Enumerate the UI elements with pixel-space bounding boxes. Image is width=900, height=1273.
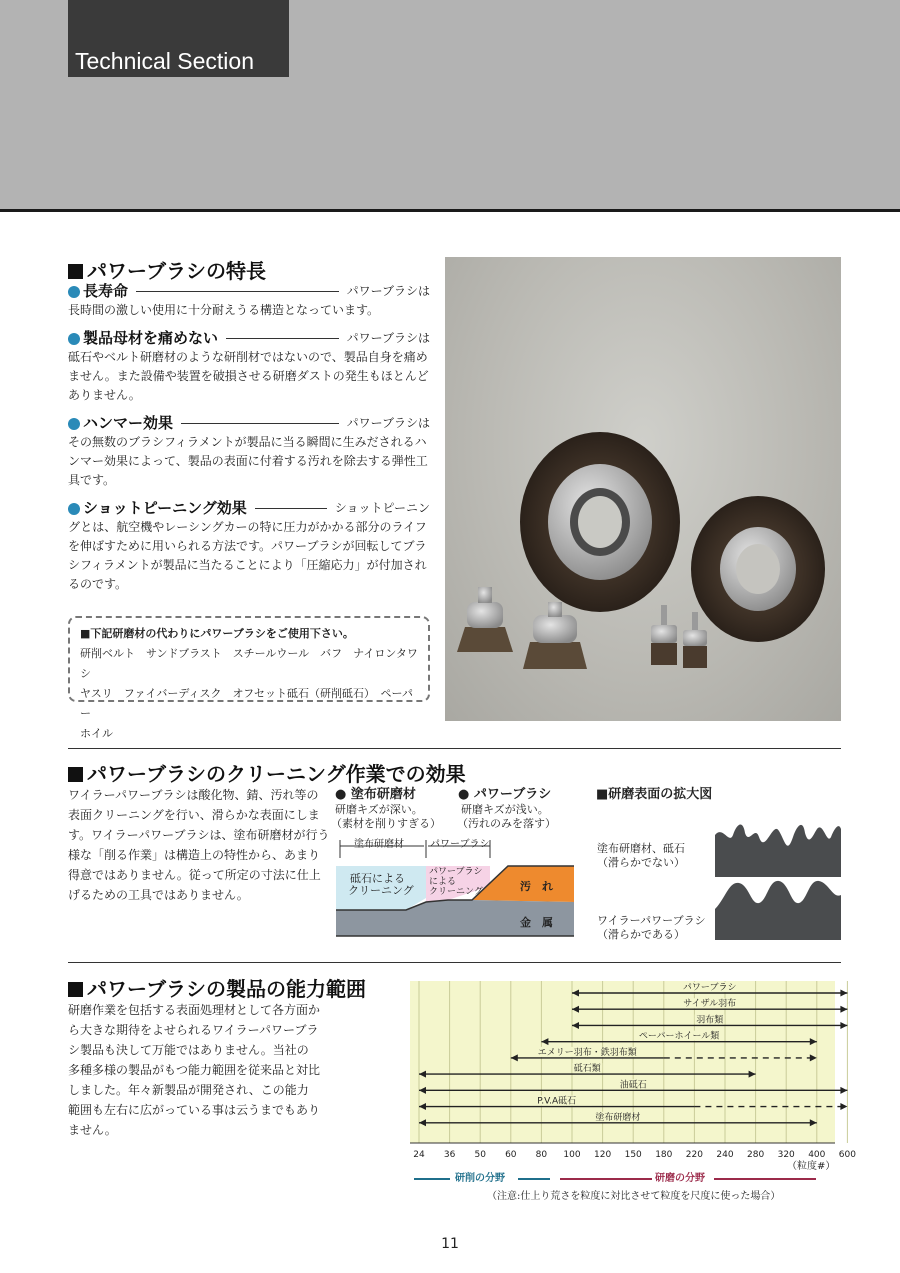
series-label: 羽布類 bbox=[696, 1015, 724, 1026]
coated-title: ● 塗布研磨材 bbox=[335, 787, 416, 802]
x-tick-label: 320 bbox=[777, 1150, 795, 1160]
x-tick-label: 36 bbox=[443, 1150, 456, 1160]
brush-title: ● パワーブラシ bbox=[458, 787, 552, 802]
bullet-icon bbox=[68, 418, 80, 430]
header-band bbox=[0, 0, 900, 212]
feature-title: 長寿命 bbox=[83, 282, 129, 300]
x-tick-label: 220 bbox=[685, 1150, 703, 1160]
feature-title: 製品母材を痛めない bbox=[83, 329, 219, 347]
series-label: 砥石類 bbox=[573, 1064, 601, 1075]
x-tick-label: 60 bbox=[505, 1150, 517, 1160]
area-label: による bbox=[429, 877, 457, 887]
arrow-head bbox=[840, 1022, 847, 1029]
capability-heading bbox=[68, 973, 366, 1002]
series-label: P.V.A砥石 bbox=[537, 1096, 577, 1107]
box-line: ヤスリ ファイバーディスク オフセット砥石（研削砥石） ペーパー bbox=[80, 687, 413, 720]
box-line: 研削ベルト サンドブラスト スチールウール バフ ナイロンタワシ bbox=[80, 647, 418, 680]
capability-body: 研磨作業を包括する表面処理材として各方面から大きな期待をよせられるワイラーパワーブラシ製品も決して万能ではありません。当社の多種多様の製品がもつ能力範囲を従来品と対比しました。年々新製品が開発され、この能力範囲も左右に広がっている事は云うまでもありません。 bbox=[68, 1003, 321, 1137]
x-tick-label: 24 bbox=[413, 1150, 425, 1160]
feature-title: ハンマー効果 bbox=[83, 414, 174, 432]
end-brush bbox=[692, 612, 698, 632]
x-tick-label: 400 bbox=[808, 1150, 826, 1160]
box-title: ■下記研磨材の代わりにパワーブラシをご使用下さい。 bbox=[80, 627, 354, 640]
capability-heading-text: パワーブラシの製品の能力範囲 bbox=[87, 977, 366, 1001]
brushes-illustration bbox=[445, 257, 841, 721]
section-divider bbox=[68, 962, 841, 963]
arrow-head bbox=[840, 990, 847, 997]
brush-note: （汚れのみを落す） bbox=[457, 817, 556, 830]
series-label: サイザル羽布 bbox=[683, 999, 737, 1010]
area-label: クリーニング bbox=[429, 887, 483, 897]
mag-label: 塗布研磨材、砥石 bbox=[597, 842, 685, 855]
cleaning-body: ワイラーパワーブラシは酸化物、錆、汚れ等の表面クリーニングを行い、滑らかな表面にします。ワイラーパワーブラシは、塗布研磨材が行う様な「削る作業」は構造上の特性から、あまり得意ではありません。従って所定の寸法に仕上げるための工具ではありません。 bbox=[68, 788, 330, 902]
capability-range-chart bbox=[400, 975, 856, 1175]
feature-body: 砥石やベルト研磨材のような研削材ではないので、製品自身を痛めません。また設備や装置を破損させる研磨ダストの発生もほとんどありません。 bbox=[68, 350, 429, 402]
x-tick-label: 120 bbox=[594, 1150, 612, 1160]
feature-item bbox=[68, 282, 430, 320]
feature-item bbox=[68, 499, 430, 594]
divider bbox=[181, 423, 339, 424]
feature-title: ショットピーニング効果 bbox=[83, 499, 247, 517]
section-divider bbox=[68, 748, 841, 749]
series-label: 油砥石 bbox=[619, 1080, 647, 1091]
axis-unit: （粒度#） bbox=[787, 1161, 836, 1172]
arrow-head bbox=[840, 1103, 847, 1110]
cup-brush bbox=[523, 642, 587, 669]
magnified-surfaces bbox=[715, 815, 841, 940]
feature-lead: パワーブラシは bbox=[346, 284, 430, 298]
feature-lead: パワーブラシは bbox=[346, 416, 430, 430]
page-number: 11 bbox=[441, 1236, 459, 1252]
end-brush bbox=[661, 605, 667, 627]
x-tick-label: 240 bbox=[716, 1150, 734, 1160]
legend-polishing: 研磨の分野 bbox=[655, 1173, 705, 1184]
series-label: ペーパーホイール類 bbox=[638, 1031, 720, 1042]
legend-grinding: 研削の分野 bbox=[455, 1173, 505, 1184]
feature-item bbox=[68, 414, 430, 490]
series-label: 塗布研磨材 bbox=[595, 1112, 641, 1123]
mag-label: ワイラーパワーブラシ bbox=[597, 914, 706, 927]
bullet-icon bbox=[68, 503, 80, 515]
cross-section-diagram bbox=[336, 838, 576, 938]
product-photo bbox=[445, 257, 841, 721]
area-label: クリーニング bbox=[348, 884, 414, 897]
x-tick-label: 100 bbox=[563, 1150, 581, 1160]
magnified-title: ■研磨表面の拡大図 bbox=[596, 787, 713, 802]
diag-label: 塗布研磨材 bbox=[354, 839, 404, 850]
coated-note: 研磨キズが深い。 bbox=[335, 803, 423, 816]
box-line: ホイル bbox=[80, 727, 113, 740]
x-tick-label: 50 bbox=[474, 1150, 486, 1160]
divider bbox=[136, 291, 339, 292]
features-heading bbox=[68, 255, 266, 284]
replacement-box bbox=[68, 616, 430, 740]
diag-label: パワーブラシ bbox=[430, 839, 490, 850]
brush-note: 研磨キズが浅い。 bbox=[461, 803, 549, 816]
series-label: パワーブラシ bbox=[682, 983, 737, 993]
divider bbox=[255, 508, 327, 509]
arrow-head bbox=[840, 1087, 847, 1094]
dirt-label: 汚 れ bbox=[520, 880, 553, 893]
metal-label: 金 属 bbox=[520, 916, 553, 929]
mag-label: （滑らかでない） bbox=[597, 856, 685, 869]
feature-body: グとは、航空機やレーシングカーの特に圧力がかかる部分のライフを伸ばすために用いられる方法です。パワーブラシが回転してブラシフィラメントが製品に当たることにより「圧縮応力」が付加されるのです。 bbox=[68, 520, 427, 591]
cup-brush bbox=[457, 627, 513, 652]
cleaning-heading bbox=[68, 758, 466, 787]
square-bullet-icon bbox=[68, 264, 83, 279]
arrow-head bbox=[840, 1006, 847, 1013]
feature-lead: パワーブラシは bbox=[346, 331, 430, 345]
coated-note: （素材を削りすぎる） bbox=[331, 817, 441, 830]
x-tick-label: 180 bbox=[655, 1150, 673, 1160]
feature-item bbox=[68, 329, 430, 405]
x-tick-label: 80 bbox=[535, 1150, 548, 1160]
series-label: エメリー羽布・鉄羽布類 bbox=[537, 1047, 637, 1058]
feature-body: 長時間の激しい使用に十分耐えうる構造となっています。 bbox=[68, 303, 380, 317]
feature-lead: ショットピーニン bbox=[334, 501, 430, 515]
mag-label: （滑らかである） bbox=[597, 928, 685, 941]
features-heading-text: パワーブラシの特長 bbox=[87, 259, 266, 283]
x-tick-label: 280 bbox=[747, 1150, 765, 1160]
square-bullet-icon bbox=[68, 767, 83, 782]
x-tick-label: 150 bbox=[624, 1150, 642, 1160]
chart-note: （注意:仕上り荒さを粒度に対比させて粒度を尺度に使った場合） bbox=[487, 1191, 781, 1202]
area-label: 砥石による bbox=[350, 872, 405, 885]
divider bbox=[226, 338, 339, 339]
feature-body: その無数のブラシフィラメントが製品に当る瞬間に生みだされるハンマー効果によって、製品の表面に付着する汚れを除去する弾性工具です。 bbox=[68, 435, 428, 487]
x-tick-label: 600 bbox=[838, 1150, 856, 1160]
square-bullet-icon bbox=[68, 982, 83, 997]
area-label: パワーブラシ bbox=[429, 867, 483, 877]
page-title: Technical Section bbox=[75, 48, 254, 74]
bullet-icon bbox=[68, 333, 80, 345]
cleaning-heading-text: パワーブラシのクリーニング作業での効果 bbox=[87, 762, 466, 786]
bullet-icon bbox=[68, 286, 80, 298]
